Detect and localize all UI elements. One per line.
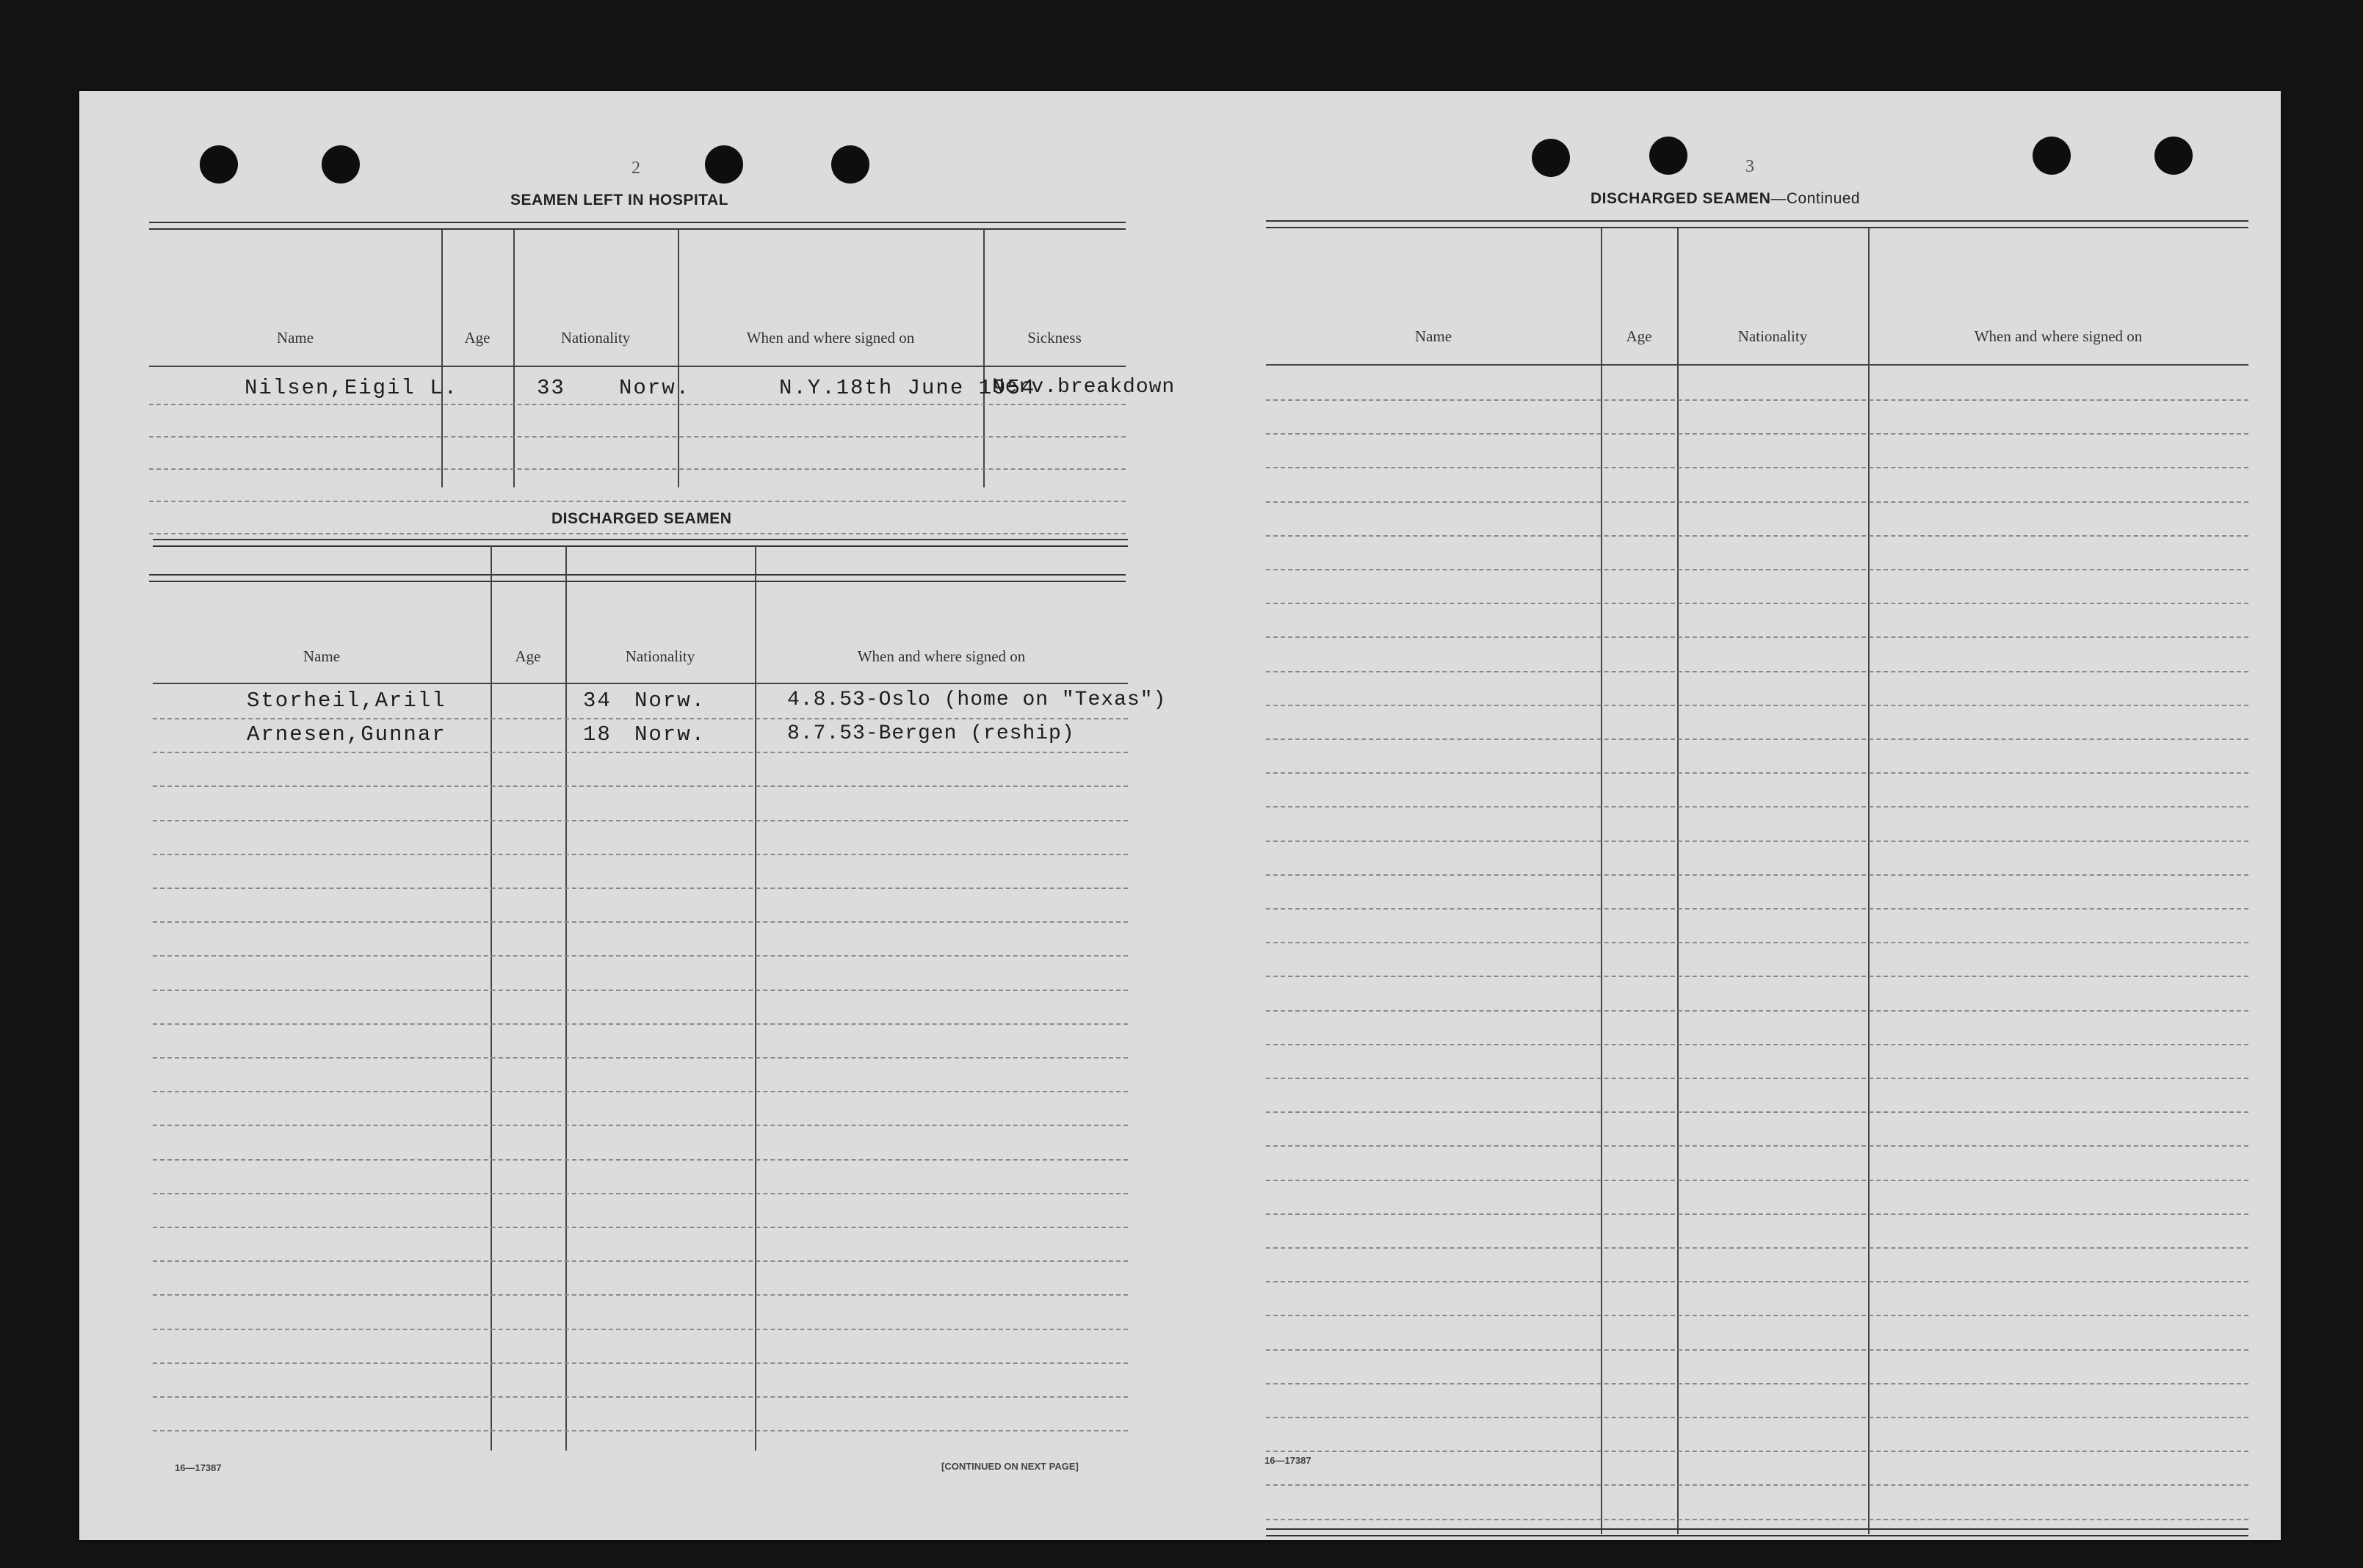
page-number: 3 <box>1745 157 1754 176</box>
column-divider <box>1868 228 1870 1534</box>
header-signed-on: When and where signed on <box>746 329 915 346</box>
table-row <box>1266 1484 2248 1486</box>
table-row <box>153 990 1128 991</box>
table-row <box>1266 1281 2248 1282</box>
table-row <box>1266 636 2248 638</box>
header-nationality: Nationality <box>1737 327 1808 345</box>
table-row <box>153 1057 1128 1059</box>
table-row <box>149 501 1126 502</box>
patient-name: Nilsen,Eigil L. <box>245 376 459 400</box>
table-row <box>149 468 1126 470</box>
table-row <box>153 888 1128 889</box>
form-number: 16—17387 <box>1264 1455 1311 1466</box>
table-top-rule <box>153 539 1128 547</box>
table-row <box>1266 1111 2248 1113</box>
table-row <box>153 955 1128 957</box>
discharged-continued-table <box>1266 220 2248 1534</box>
patient-sickness: Nerv.breakdown <box>992 376 1176 399</box>
title-main: DISCHARGED SEAMEN <box>1591 190 1771 207</box>
discharged-section-title: DISCHARGED SEAMEN <box>551 510 732 527</box>
header-rule <box>149 366 1126 367</box>
table-top-rule <box>1266 220 2248 228</box>
header-signed-on: When and where signed on <box>857 647 1026 665</box>
header-rule <box>153 683 1128 684</box>
column-divider <box>1677 228 1679 1534</box>
table-row <box>1266 501 2248 503</box>
table-row <box>153 1329 1128 1330</box>
table-row <box>153 1294 1128 1296</box>
table-row <box>1266 1417 2248 1418</box>
punch-hole <box>2154 137 2193 175</box>
seaman-age: 34 <box>583 689 612 713</box>
patient-age: 33 <box>537 376 565 400</box>
table-row <box>1266 1044 2248 1045</box>
table-row <box>153 1159 1128 1161</box>
table-row <box>1266 1247 2248 1249</box>
table-row <box>153 1227 1128 1228</box>
table-row <box>1266 1145 2248 1147</box>
table-row <box>149 404 1126 405</box>
page-number: 2 <box>632 159 640 178</box>
table-row <box>149 533 1126 534</box>
table-row <box>153 921 1128 923</box>
table-row <box>1266 705 2248 706</box>
table-row <box>1266 467 2248 468</box>
table-row <box>153 1396 1128 1398</box>
header-nationality: Nationality <box>625 647 695 665</box>
table-row <box>1266 1349 2248 1351</box>
column-divider <box>513 229 515 487</box>
table-row <box>153 718 1128 719</box>
header-rule <box>1266 364 2248 366</box>
header-name: Name <box>276 329 314 346</box>
left-page <box>79 91 1180 1540</box>
table-row <box>1266 841 2248 842</box>
table-row <box>1266 1010 2248 1012</box>
table-row <box>153 752 1128 753</box>
table-row <box>153 1125 1128 1126</box>
punch-hole <box>2033 137 2071 175</box>
seaman-signed-on: 8.7.53-Bergen (reship) <box>787 722 1075 745</box>
table-top-rule <box>149 222 1126 230</box>
discharged-table <box>153 539 1167 1456</box>
header-signed-on: When and where signed on <box>1974 327 2143 345</box>
table-row <box>1266 569 2248 570</box>
table-row <box>1266 1451 2248 1452</box>
table-row <box>1266 1213 2248 1215</box>
continued-note: [CONTINUED ON NEXT PAGE] <box>941 1461 1079 1472</box>
table-row <box>1266 1383 2248 1384</box>
header-age: Age <box>515 647 541 665</box>
column-divider <box>441 229 443 487</box>
table-row <box>153 1362 1128 1364</box>
header-age: Age <box>1626 327 1652 345</box>
document-sheet <box>79 91 2281 1540</box>
seaman-name: Arnesen,Gunnar <box>247 722 446 747</box>
right-page <box>1180 91 2281 1540</box>
punch-hole <box>1649 137 1687 175</box>
discharged-continued-title <box>1591 190 1860 208</box>
header-nationality: Nationality <box>560 329 631 346</box>
table-row <box>153 785 1128 787</box>
table-row <box>1266 738 2248 740</box>
patient-nationality: Norw. <box>619 376 691 400</box>
column-divider <box>491 546 492 1451</box>
table-row <box>153 1260 1128 1262</box>
column-divider <box>983 229 985 487</box>
column-divider <box>1601 228 1602 1534</box>
seaman-signed-on: 4.8.53-Oslo (home on "Texas") <box>787 689 1167 711</box>
table-row <box>1266 772 2248 774</box>
table-bottom-rule <box>1266 1528 2248 1536</box>
table-row <box>153 1091 1128 1092</box>
punch-hole <box>1532 139 1570 177</box>
header-age: Age <box>464 329 491 346</box>
column-divider <box>755 546 756 1451</box>
table-row <box>1266 874 2248 876</box>
header-name: Name <box>303 647 341 665</box>
punch-hole <box>322 145 360 184</box>
header-sickness: Sickness <box>1027 329 1082 346</box>
table-row <box>1266 908 2248 910</box>
table-row <box>1266 399 2248 401</box>
table-row <box>153 854 1128 855</box>
header-name: Name <box>1414 327 1452 345</box>
table-row <box>1266 806 2248 807</box>
table-row <box>153 820 1128 821</box>
punch-hole <box>705 145 743 184</box>
punch-hole <box>831 145 869 184</box>
table-row <box>1266 535 2248 537</box>
seaman-nationality: Norw. <box>634 689 706 713</box>
table-row <box>1266 1180 2248 1181</box>
punch-hole <box>200 145 238 184</box>
patient-signed-on: N.Y.18th June 1954 <box>779 376 1036 400</box>
form-number: 16—17387 <box>175 1462 222 1473</box>
seaman-age: 18 <box>583 722 612 747</box>
seaman-name: Storheil,Arill <box>247 689 446 713</box>
table-row <box>1266 603 2248 604</box>
table-row <box>1266 1315 2248 1316</box>
table-row <box>1266 1519 2248 1520</box>
column-divider <box>565 546 567 1451</box>
table-row <box>1266 942 2248 943</box>
table-row <box>1266 976 2248 977</box>
table-row <box>1266 671 2248 672</box>
column-divider <box>678 229 679 487</box>
table-row <box>1266 433 2248 435</box>
table-row <box>153 1430 1128 1431</box>
title-suffix: —Continued <box>1770 190 1861 207</box>
hospital-section-title: SEAMEN LEFT IN HOSPITAL <box>510 192 728 208</box>
table-row <box>149 436 1126 438</box>
table-row <box>153 1023 1128 1025</box>
table-row <box>153 1193 1128 1194</box>
table-row <box>1266 1078 2248 1079</box>
seaman-nationality: Norw. <box>634 722 706 747</box>
